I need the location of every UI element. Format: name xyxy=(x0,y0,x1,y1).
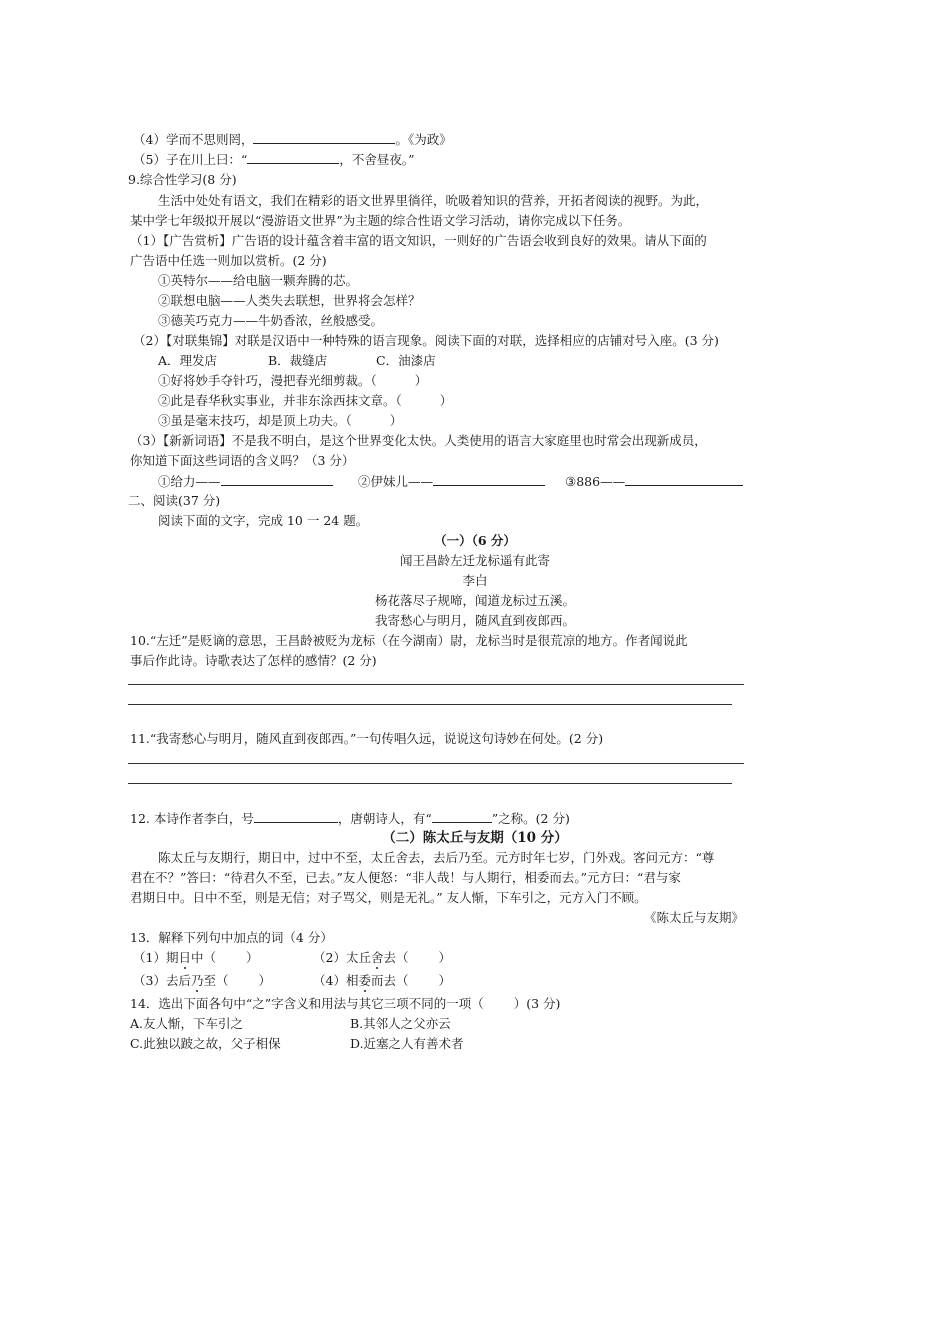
q8-item-4: （4）学而不思则罔， 。《为政》 xyxy=(133,132,452,147)
q13-text: 13．解释下列句中加点的词（4 分） xyxy=(130,930,333,945)
answer-blank[interactable] xyxy=(247,151,339,164)
part-2-heading: 二、阅读(37 分) xyxy=(128,493,221,508)
answer-line[interactable] xyxy=(128,704,732,705)
q9-part-3-line-2: 你知道下面这些词语的含义吗？（3 分） xyxy=(130,453,355,468)
prose-source: 《陈太丘与友期》 xyxy=(643,910,744,925)
q9-heading: 9.综合性学习(8 分) xyxy=(128,172,237,187)
shop-option-a: A．理发店 xyxy=(158,353,218,368)
q9-part-3-line-1: （3）【新新词语】不是我不明白，是这个世界变化太快。人类使用的语言大家庭里也时常会出现新成员， xyxy=(130,433,707,448)
prose-para-line-3: 君期日中。日中不至，则是无信；对子骂父，则是无礼。” 友人惭，下车引之，元方入门不顾。 xyxy=(130,890,647,905)
q14-option-d: D.近塞之人有善术者 xyxy=(350,1036,464,1051)
ad-slogan-2: ②联想电脑——人类失去联想，世界将会怎样？ xyxy=(158,293,421,308)
q14-text: 14．选出下面各句中“之”字含义和用法与其它三项不同的一项（ ）(3 分) xyxy=(130,996,561,1011)
prose-para-line-2: 君在不？”答曰：“待君久不至，已去。”友人便怒：“非人哉！与人期行，相委而去。”元方曰：“君与家 xyxy=(130,870,681,885)
new-word-1: ①给力—— xyxy=(158,473,333,490)
couplet-2: ②此是春华秋实事业，并非东涂西抹文章。（ ） xyxy=(158,393,453,408)
poem-line-2: 我寄愁心与明月，随风直到夜郎西。 xyxy=(374,613,575,628)
q9-intro-line-1: 生活中处处有语文，我们在精彩的语文世界里徜徉，吮吸着知识的营养，开拓者阅读的视野。为此， xyxy=(158,193,709,208)
q11-text: 11.“我寄愁心与明月，随风直到夜郎西。”一句传唱久远，说说这句诗妙在何处。(2 分) xyxy=(130,731,604,746)
q13-item-2: （2）太丘舍去（ ） xyxy=(313,950,451,965)
poem-title: 闻王昌龄左迁龙标遥有此寄 xyxy=(399,553,550,568)
q9-part-1-line-1: （1）【广告赏析】广告语的设计蕴含着丰富的语文知识，一则好的广告语会收到良好的效果。请从下面的 xyxy=(130,233,707,248)
poem-section-title: （一）（6 分） xyxy=(434,533,516,548)
new-word-2: ②伊妹儿—— xyxy=(358,473,545,490)
shop-option-c: C．油漆店 xyxy=(376,353,436,368)
q8-item-5: （5）子在川上曰：“ ，不舍昼夜。” xyxy=(133,152,415,167)
answer-blank[interactable] xyxy=(432,810,492,823)
answer-blank[interactable] xyxy=(254,810,338,823)
q13-item-1: （1）期日中（ ） xyxy=(133,950,259,965)
q9-intro-line-2: 某中学七年级拟开展以“漫游语文世界”为主题的综合性语文学习活动，请你完成以下任务。 xyxy=(130,213,631,228)
new-word-3: ③886—— xyxy=(565,473,743,490)
q10-line-2: 事后作此诗。诗歌表达了怎样的感情？(2 分) xyxy=(130,653,377,668)
prose-section-title: （二）陈太丘与友期（10 分） xyxy=(382,830,568,846)
q14-option-a: A.友人惭，下车引之 xyxy=(130,1016,244,1031)
part-2-instruction: 阅读下面的文字，完成 10 一 24 题。 xyxy=(158,513,369,528)
answer-blank[interactable] xyxy=(625,473,743,486)
answer-blank[interactable] xyxy=(221,473,333,486)
answer-line[interactable] xyxy=(128,763,744,764)
q10-line-1: 10.“左迁”是贬谪的意思，王昌龄被贬为龙标（在今湖南）尉，龙标当时是很荒凉的地方。作者闻说此 xyxy=(130,633,688,648)
q13-item-4: （4）相委而去（ ） xyxy=(313,973,451,988)
q14-option-b: B.其邻人之父亦云 xyxy=(350,1016,451,1031)
poem-line-1: 杨花落尽子规啼，闻道龙标过五溪。 xyxy=(374,593,575,608)
ad-slogan-3: ③德芙巧克力——牛奶香浓，丝般感受。 xyxy=(158,313,384,328)
couplet-3: ③虽是毫末技巧，却是顶上功夫。（ ） xyxy=(158,413,403,428)
q9-part-1-line-2: 广告语中任选一则加以赏析。(2 分) xyxy=(130,253,327,268)
shop-option-b: B．裁缝店 xyxy=(268,353,328,368)
answer-line[interactable] xyxy=(128,684,744,685)
prose-para-line-1: 陈太丘与友期行，期日中，过中不至，太丘舍去，去后乃至。元方时年七岁，门外戏。客问元方：“尊 xyxy=(158,850,715,865)
q9-part-2: （2）【对联集锦】对联是汉语中一种特殊的语言现象。阅读下面的对联，选择相应的店铺对号入座。(3 分) xyxy=(133,333,719,348)
q14-option-c: C.此独以跛之故，父子相保 xyxy=(130,1036,281,1051)
q13-item-3: （3）去后乃至（ ） xyxy=(133,973,271,988)
answer-line[interactable] xyxy=(128,783,732,784)
answer-blank[interactable] xyxy=(253,131,395,144)
ad-slogan-1: ①英特尔——给电脑一颗奔腾的芯。 xyxy=(158,273,359,288)
answer-blank[interactable] xyxy=(433,473,545,486)
poem-author: 李白 xyxy=(462,573,488,588)
q12-text: 12. 本诗作者李白，号 ，唐朝诗人，有“ ”之称。(2 分) xyxy=(130,811,570,826)
couplet-1: ①好将妙手夺针巧，漫把春光细剪裁。（ ） xyxy=(158,373,428,388)
